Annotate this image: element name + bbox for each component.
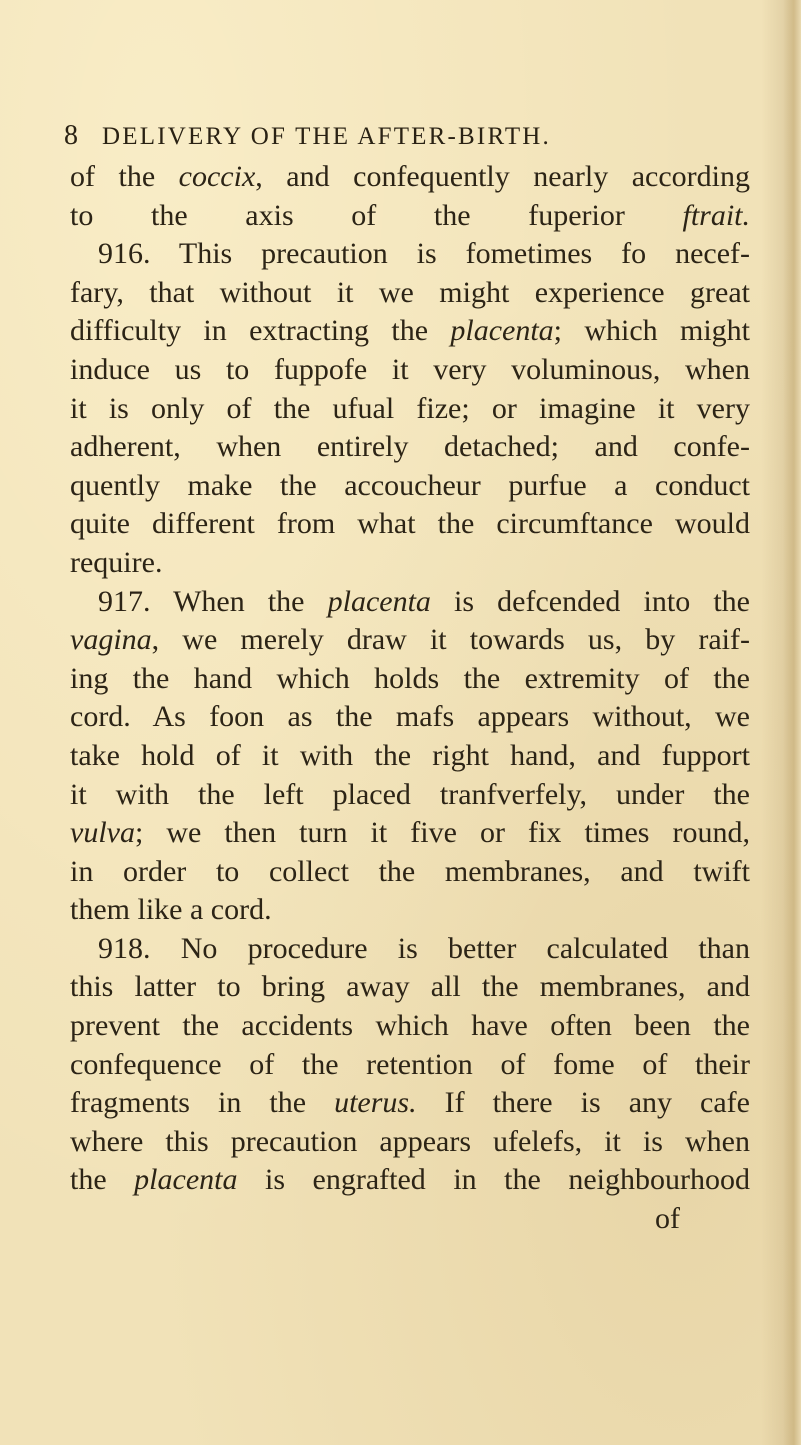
text-run: quite different from what the circumftance would [70,507,750,541]
text-run: in order to collect the membranes, and twift [70,854,750,888]
page-number: 8 [64,120,81,151]
text-line [70,158,750,197]
text-line [70,544,750,583]
text-run: adherent, when entirely detached; and confe- [70,430,750,464]
text-run: 916. This precaution is fometimes fo necef- [98,237,750,271]
italic-term: uterus. [334,1086,417,1120]
text-run: it with the left placed tranfverfely, under the [70,777,750,811]
text-run: 917. When the [98,584,328,618]
text-run: , and confequently nearly according [255,160,750,193]
text-run: 918. No procedure is better calculated than [98,931,750,965]
text-run: is engrafted in the neighbourhood [237,1163,750,1197]
text-line [70,1084,750,1123]
text-line [70,235,750,274]
text-line [70,467,750,506]
italic-term: placenta [134,1163,238,1197]
text-run: the [70,1163,135,1197]
running-header [64,120,764,154]
text-line [70,505,750,544]
text-run: difficulty in extracting the [70,314,451,348]
text-line [70,814,750,853]
text-line [70,274,750,313]
text-run: If there is any cafe [416,1086,750,1120]
text-run: require. [70,545,163,579]
text-line [70,698,750,737]
text-run: where this precaution appears ufelefs, it is when [70,1124,750,1158]
italic-term: coccix [178,160,256,193]
text-run: fary, that without it we might experience great [70,275,750,309]
italic-term: vagina [70,623,152,657]
text-run: of the [70,160,179,193]
text-run: prevent the accidents which have often been the [70,1009,750,1043]
text-line [70,390,750,429]
text-line [70,621,750,660]
text-line [70,428,750,467]
text-line [70,968,750,1007]
text-run: confequence of the retention of fome of their [70,1047,750,1081]
text-run: ; which might [553,314,750,348]
italic-term: placenta [327,584,431,618]
italic-term: placenta [450,314,554,348]
text-run: induce us to fuppofe it very voluminous, when [70,352,750,386]
italic-term: vulva [70,816,135,850]
text-line [70,891,750,930]
text-run: cord. As foon as the mafs appears without, we [70,700,750,734]
text-line [70,197,750,236]
text-line [70,583,750,622]
text-run: is defcended into the [430,584,750,618]
text-line [70,351,750,390]
text-run: ; we then turn it five or fix times round, [134,816,750,850]
text-line [70,1161,750,1200]
text-run: this latter to bring away all the membranes, and [70,970,750,1004]
catchword: of [655,1202,680,1236]
running-title: DELIVERY OF THE AFTER-BIRTH. [102,123,551,150]
text-line [70,1123,750,1162]
text-line [70,737,750,776]
text-run: take hold of it with the right hand, and fupport [70,738,750,772]
text-run: it is only of the ufual fize; or imagine it very [70,391,750,425]
text-line [70,1007,750,1046]
text-run: to the axis of the fuperior [70,198,683,232]
text-run: quently make the accoucheur purfue a conduct [70,468,750,502]
text-run: them like a cord. [70,893,272,927]
body-text [70,158,750,1239]
page-edge-shadow [783,0,801,1445]
text-line [70,930,750,969]
text-run: fragments in the [70,1086,335,1120]
text-run: ing the hand which holds the extremity of the [70,661,750,695]
text-line [70,312,750,351]
text-run: , we merely draw it towards us, by raif- [151,623,750,657]
text-line [70,853,750,892]
text-line [70,776,750,815]
italic-term: ftrait. [682,198,750,232]
text-line [70,660,750,699]
text-line [70,1046,750,1085]
